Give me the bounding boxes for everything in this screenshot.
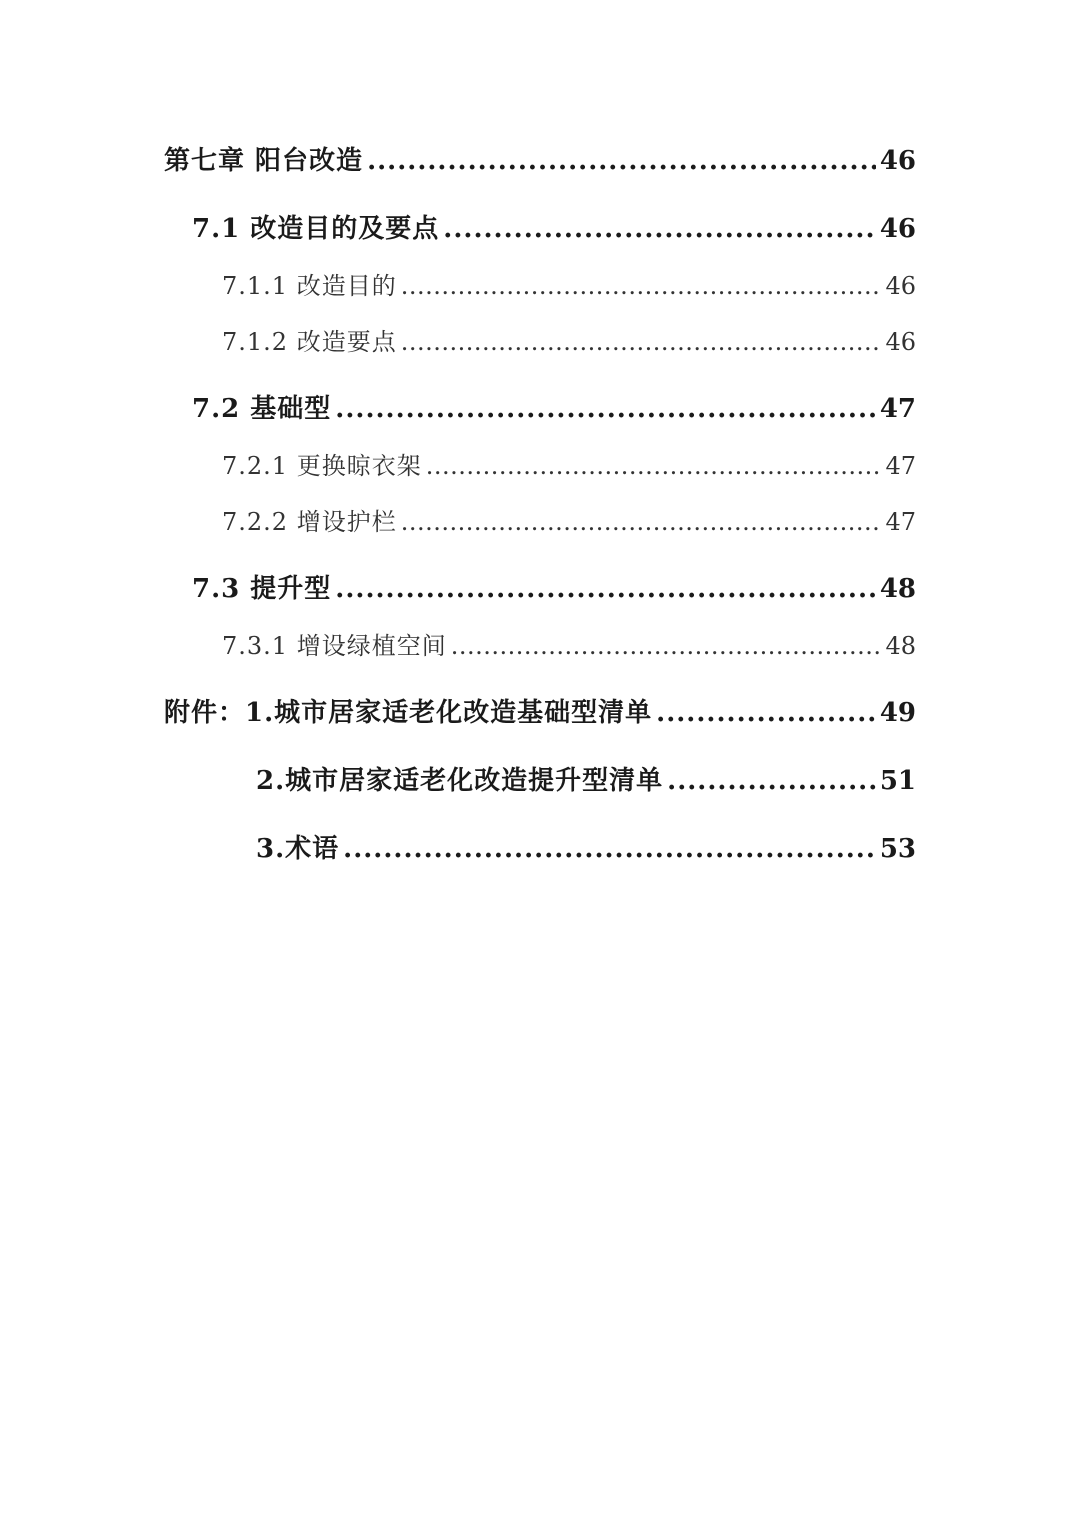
toc-entry-attachment-2[interactable] — [256, 760, 916, 797]
toc-dot-leader — [656, 698, 876, 728]
toc-page-number: 46 — [885, 328, 916, 356]
toc-dot-leader — [401, 272, 882, 300]
toc-entry-attachment-3[interactable] — [256, 828, 916, 865]
toc-dot-leader — [367, 146, 876, 176]
toc-dot-leader — [335, 394, 876, 424]
toc-entry-section-7-1[interactable] — [192, 208, 916, 245]
toc-dot-leader — [335, 574, 876, 604]
toc-entry-label: 7.1 改造目的及要点 — [192, 214, 440, 244]
toc-entry-label: 7.2.1 更换晾衣架 — [222, 452, 422, 480]
toc-entry-label: 7.2.2 增设护栏 — [222, 508, 397, 536]
toc-page-number: 47 — [879, 394, 916, 424]
toc-entry-section-7-3[interactable] — [192, 568, 916, 605]
toc-entry-label: 3.术语 — [256, 834, 340, 864]
toc-entry-label: 7.3 提升型 — [192, 574, 332, 604]
toc-dot-leader — [451, 632, 882, 660]
toc-entry-subsection-7-3-1[interactable] — [222, 626, 916, 661]
toc-entry-section-7-2[interactable] — [192, 388, 916, 425]
toc-page-number: 48 — [879, 574, 916, 604]
toc-entry-label: 7.1.2 改造要点 — [222, 328, 397, 356]
toc-entry-label: 7.1.1 改造目的 — [222, 272, 397, 300]
toc-dot-leader — [401, 328, 882, 356]
toc-page-number: 48 — [885, 632, 916, 660]
toc-page-number: 46 — [885, 272, 916, 300]
toc-entry-label: 附件：1.城市居家适老化改造基础型清单 — [164, 698, 653, 728]
toc-page-number: 47 — [885, 452, 916, 480]
toc-entry-label: 第七章 阳台改造 — [164, 146, 364, 176]
toc-page-number: 46 — [879, 146, 916, 176]
toc-entry-subsection-7-2-2[interactable] — [222, 502, 916, 537]
toc-dot-leader — [443, 214, 876, 244]
toc-entry-attachment-1[interactable] — [164, 692, 916, 729]
toc-dot-leader — [426, 452, 882, 480]
toc-page-number: 49 — [879, 698, 916, 728]
toc-dot-leader — [401, 508, 882, 536]
toc-page-number: 46 — [879, 214, 916, 244]
toc-entry-label: 2.城市居家适老化改造提升型清单 — [256, 766, 664, 796]
toc-entry-subsection-7-2-1[interactable] — [222, 446, 916, 481]
toc-page-number: 51 — [879, 766, 916, 796]
toc-dot-leader — [343, 834, 876, 864]
toc-entry-label: 7.3.1 增设绿植空间 — [222, 632, 447, 660]
toc-page-number: 47 — [885, 508, 916, 536]
toc-dot-leader — [667, 766, 876, 796]
toc-entry-chapter-7[interactable] — [164, 140, 916, 177]
toc-page-number: 53 — [879, 834, 916, 864]
toc-entry-subsection-7-1-1[interactable] — [222, 266, 916, 301]
toc-entry-subsection-7-1-2[interactable] — [222, 322, 916, 357]
toc-entry-label: 7.2 基础型 — [192, 394, 332, 424]
